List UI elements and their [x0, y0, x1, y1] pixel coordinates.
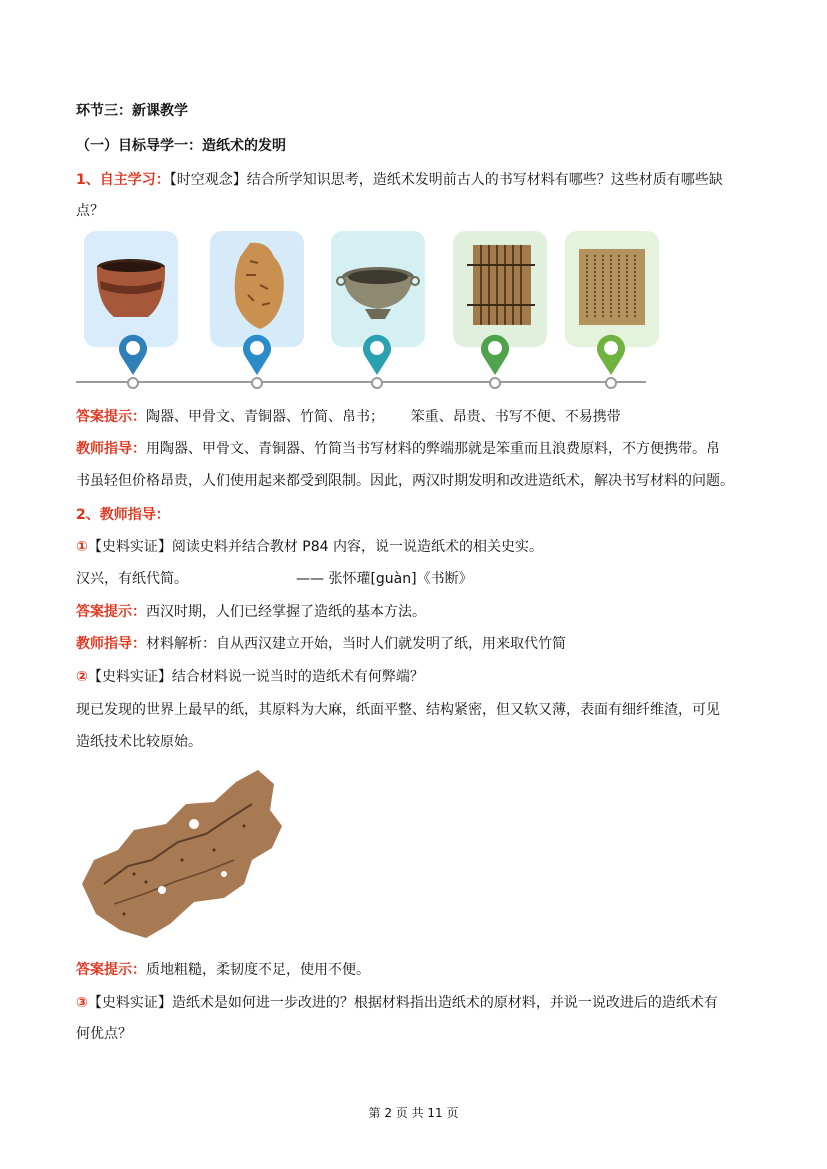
answer-2 — [76, 602, 426, 622]
answer-3 — [76, 960, 370, 980]
item-2-text: 【史料实证】结合材料说一说当时的造纸术有何弊端？ — [87, 669, 424, 685]
guide-1 — [76, 439, 720, 459]
guide-1-cont: 书虽轻但价格昂贵，人们使用起来都受到限制。因此，两汉时期发明和改进造纸术，解决书写材料的问题。 — [76, 473, 734, 489]
question-1-text: 【时空观念】结合所学知识思考，造纸术发明前古人的书写材料有哪些？这些材质有哪些缺 — [169, 172, 723, 188]
section-heading: 环节三：新课教学 — [76, 103, 188, 119]
timeline-dot — [251, 377, 263, 389]
location-pin-icon — [361, 332, 393, 376]
oracle-bone-image — [210, 231, 304, 347]
question-1-cont: 点？ — [76, 203, 104, 219]
timeline-dot — [489, 377, 501, 389]
answer-1-label: 答案提示： — [76, 409, 146, 425]
page-footer: 第 2 页 共 11 页 — [368, 1106, 459, 1120]
answer-1 — [76, 407, 621, 427]
location-pin-icon — [479, 332, 511, 376]
answer-2-label: 答案提示： — [76, 604, 146, 620]
location-pin-icon — [117, 332, 149, 376]
guide-1-label: 教师指导： — [76, 441, 146, 457]
item-3-mark: ③ — [76, 995, 88, 1011]
item-1 — [76, 537, 543, 557]
item-3 — [76, 993, 718, 1013]
guide-2 — [76, 634, 566, 654]
question-1-label: 1、自主学习： — [76, 172, 170, 188]
item-2 — [76, 667, 424, 687]
answer-2-text: 西汉时期，人们已经掌握了造纸的基本方法。 — [146, 604, 426, 620]
answer-3-text: 质地粗糙，柔韧度不足，使用不便。 — [146, 962, 370, 978]
location-pin-icon — [241, 332, 273, 376]
silk-book-image — [565, 231, 659, 347]
guide-2-text: 材料解析：自从西汉建立开始，当时人们就发明了纸，用来取代竹简 — [146, 636, 566, 652]
item-1-mark: ① — [76, 539, 88, 555]
bamboo-slips-image — [453, 231, 547, 347]
question-1 — [76, 170, 723, 190]
bronze-vessel-image — [331, 231, 425, 347]
guide-2-label: 教师指导： — [76, 636, 146, 652]
item-1-text: 【史料实证】阅读史料并结合教材 P84 内容，说一说造纸术的相关史实。 — [87, 539, 544, 555]
guide-1-text: 用陶器、甲骨文、青铜器、竹简当书写材料的弊端那就是笨重而且浪费原料，不方便携带。帛 — [146, 441, 720, 457]
material-text-cont: 造纸技术比较原始。 — [76, 734, 202, 750]
pottery-bowl-image — [84, 231, 178, 347]
sub-heading: （一）目标导学一：造纸术的发明 — [76, 138, 286, 154]
timeline-dot — [605, 377, 617, 389]
quote-source: —— 张怀瓘[guàn]《书断》 — [296, 571, 473, 587]
ancient-paper-image — [74, 764, 288, 946]
item-2-mark: ② — [76, 669, 88, 685]
timeline-axis — [76, 381, 646, 383]
answer-1-text: 陶器、甲骨文、青铜器、竹简、帛书； 笨重、昂贵、书写不便、不易携带 — [146, 409, 621, 425]
timeline-dot — [127, 377, 139, 389]
location-pin-icon — [595, 332, 627, 376]
item-3-text: 【史料实证】造纸术是如何进一步改进的？根据材料指出造纸术的原材料，并说一说改进后的造纸术有 — [87, 995, 718, 1011]
question-2-label: 2、教师指导： — [76, 507, 170, 523]
timeline-dot — [371, 377, 383, 389]
answer-3-label: 答案提示： — [76, 962, 146, 978]
item-3-cont: 何优点？ — [76, 1026, 132, 1042]
quote-text: 汉兴，有纸代简。 — [76, 571, 188, 587]
material-text: 现已发现的世界上最早的纸，其原料为大麻，纸面平整、结构紧密，但又软又薄，表面有细纤维渣，可见 — [76, 702, 720, 718]
